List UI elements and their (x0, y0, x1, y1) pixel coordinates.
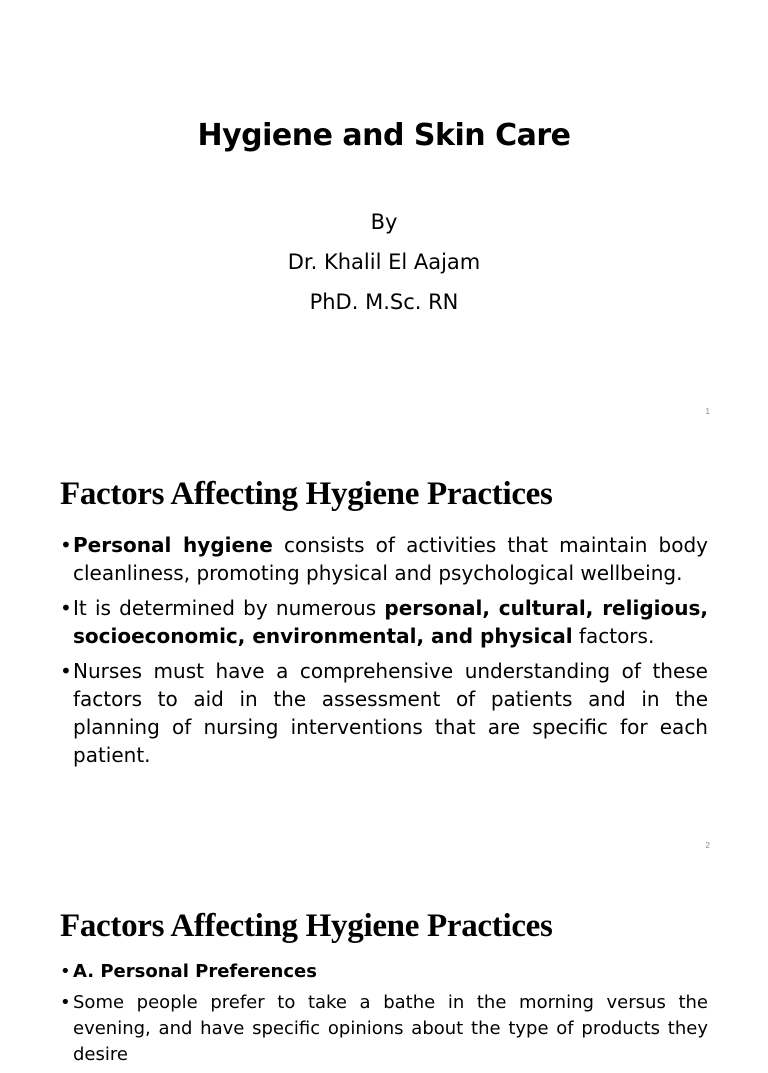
bullet-icon: • (60, 961, 71, 982)
bullet-text: consists of activities that maintain body cleanliness, promoting physical and psychological wellbeing. (73, 533, 708, 585)
bullet-text: Some people prefer to take a bathe in the morning versus the evening, and have specific opinions about the type of products they desire (73, 992, 708, 1065)
author-credentials: PhD. M.Sc. RN (309, 290, 459, 314)
bullet-icon: • (60, 596, 72, 620)
page-number: 2 (705, 841, 710, 850)
bullet-list (60, 531, 708, 776)
bullet-item (60, 594, 708, 650)
bullet-bold-text: personal, cultural, religious, socioeconomic, environmental, and physical (73, 596, 708, 648)
slide-1 (0, 0, 768, 432)
slide-title: Factors Affecting Hygiene Practices (60, 908, 553, 944)
bullet-item (60, 959, 708, 985)
page-number: 1 (705, 407, 710, 416)
slide-3 (0, 864, 768, 1065)
presentation-title: Hygiene and Skin Care (197, 118, 571, 153)
author-name: Dr. Khalil El Aajam (287, 250, 481, 274)
by-line: By (370, 210, 398, 234)
bullet-text: Nurses must have a comprehensive understanding of these factors to aid in the assessment of patients and in the planning of nursing interventions that are specific for each patient. (73, 659, 708, 767)
bullet-icon: • (60, 533, 72, 557)
slide-2 (0, 432, 768, 864)
bullet-icon: • (60, 659, 72, 683)
bullet-bold-lead: Personal hygiene (73, 533, 273, 557)
bullet-text: factors. (572, 624, 655, 648)
bullet-bold-heading: A. Personal Preferences (73, 961, 317, 982)
bullet-item (60, 990, 708, 1068)
bullet-item (60, 657, 708, 769)
slide-title: Factors Affecting Hygiene Practices (60, 476, 553, 512)
bullet-item (60, 531, 708, 587)
bullet-list (60, 959, 708, 1073)
bullet-text: It is determined by numerous (73, 596, 385, 620)
bullet-icon: • (60, 992, 71, 1013)
